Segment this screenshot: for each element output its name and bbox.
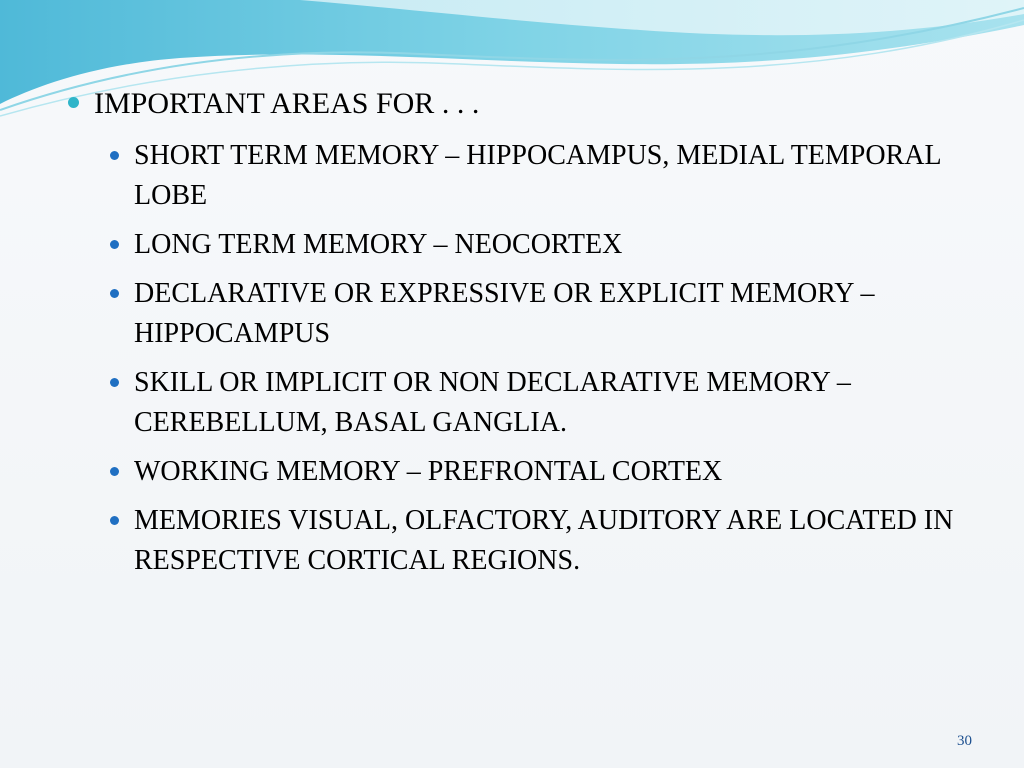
bullet-dot-icon	[110, 151, 119, 160]
heading-text: IMPORTANT AREAS FOR . . .	[94, 87, 480, 120]
list-item-text: SHORT TERM MEMORY – HIPPOCAMPUS, MEDIAL TEMPORAL LOBE	[134, 140, 941, 211]
list-item-text: LONG TERM MEMORY – NEOCORTEX	[134, 229, 623, 260]
list-item-text: WORKING MEMORY – PREFRONTAL CORTEX	[134, 456, 723, 487]
list-item	[64, 274, 954, 354]
list-item-text: MEMORIES VISUAL, OLFACTORY, AUDITORY ARE LOCATED IN RESPECTIVE CORTICAL REGIONS.	[134, 505, 954, 576]
bullet-dot-icon	[110, 289, 119, 298]
slide-content	[64, 86, 964, 590]
list-item	[64, 501, 954, 581]
list-item	[64, 363, 954, 443]
bullet-dot-icon	[110, 240, 119, 249]
heading-bullet	[64, 86, 964, 122]
bullet-dot-icon	[68, 97, 79, 108]
list-item-text: DECLARATIVE OR EXPRESSIVE OR EXPLICIT MEMORY – HIPPOCAMPUS	[134, 278, 875, 349]
list-item-text: SKILL OR IMPLICIT OR NON DECLARATIVE MEMORY – CEREBELLUM, BASAL GANGLIA.	[134, 367, 851, 438]
list-item	[64, 452, 954, 492]
bullet-dot-icon	[110, 467, 119, 476]
list-item	[64, 225, 954, 265]
bullet-dot-icon	[110, 516, 119, 525]
list-item	[64, 136, 954, 216]
page-number: 30	[957, 733, 972, 749]
bullet-dot-icon	[110, 378, 119, 387]
